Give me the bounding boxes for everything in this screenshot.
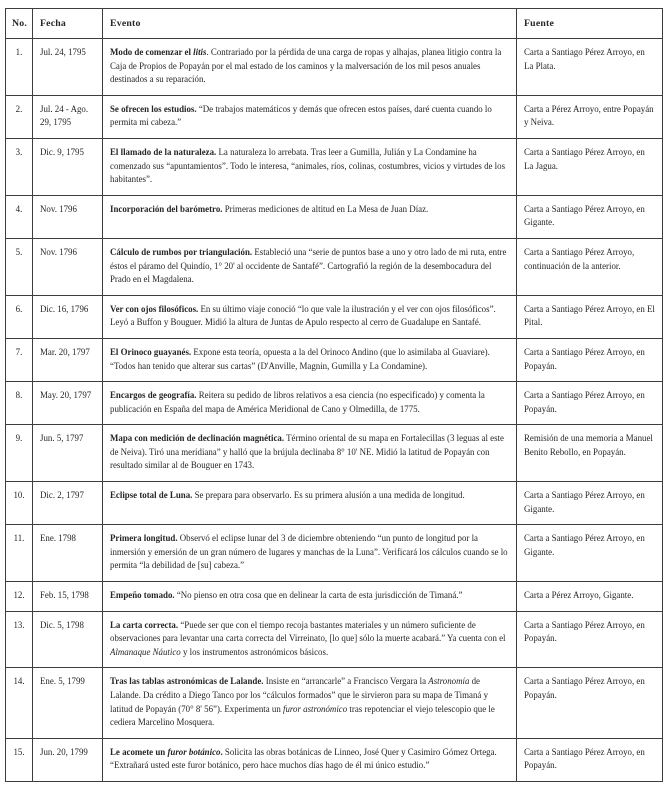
cell-no: 4. — [6, 195, 33, 238]
table-row — [6, 238, 663, 295]
col-header-evento: Evento — [103, 9, 517, 39]
cell-fecha: Dic. 9, 1795 — [33, 138, 103, 195]
table-row — [6, 668, 663, 738]
cell-no: 11. — [6, 525, 33, 582]
cell-fuente: Carta a Santiago Pérez Arroyo, en Popayán. — [517, 738, 663, 781]
table-row — [6, 738, 663, 781]
cell-fuente: Remisión de una memoria a Manuel Benito Rebollo, en Popayán. — [517, 425, 663, 482]
cell-evento: Incorporación del barómetro. Primeras mediciones de altitud en La Mesa de Juan Díaz. — [103, 195, 517, 238]
cell-fecha: Jul. 24, 1795 — [33, 39, 103, 96]
table-row — [6, 482, 663, 525]
col-header-fuente: Fuente — [517, 9, 663, 39]
col-header-no: No. — [6, 9, 33, 39]
cell-fecha: May. 20, 1797 — [33, 382, 103, 425]
cell-evento: Mapa con medición de declinación magnética. Término oriental de su mapa en Fortalecillas (3 leguas al este de Neiva). Tiró una meridiana” y halló que la brújula declinaba 8° 10' NE. Midió la latitud de Popayán con resultado similar al de Bouguer en 1743. — [103, 425, 517, 482]
col-header-fecha: Fecha — [33, 9, 103, 39]
table-row — [6, 95, 663, 138]
events-table — [5, 8, 663, 782]
cell-evento: Eclipse total de Luna. Se prepara para observarlo. Es su primera alusión a una medida de longitud. — [103, 482, 517, 525]
cell-fuente: Carta a Santiago Pérez Arroyo, en La Plata. — [517, 39, 663, 96]
cell-no: 5. — [6, 238, 33, 295]
cell-evento: Empeño tomado. “No pienso en otra cosa que en delinear la carta de esta jurisdicción de Timaná.” — [103, 582, 517, 612]
cell-no: 14. — [6, 668, 33, 738]
table-row — [6, 525, 663, 582]
cell-evento: Tras las tablas astronómicas de Lalande. Insiste en “arrancarle” a Francisco Vergara la Astronomía de Lalande. Da crédito a Diego Tanco por los “cálculos formados” que le sirvieron para su mapa de Timaná y latitud de Popayán (70° 8' 56”). Experimenta un furor astronómico tras repotenciar el viejo telescopio que le cediera Marcelino Mosquera. — [103, 668, 517, 738]
cell-fuente: Carta a Pérez Arroyo, Gigante. — [517, 582, 663, 612]
cell-fuente: Carta a Santiago Pérez Arroyo, en Popayán. — [517, 338, 663, 381]
cell-fuente: Carta a Santiago Pérez Arroyo, en Popayán. — [517, 668, 663, 738]
table-row — [6, 195, 663, 238]
cell-evento: El Orinoco guayanés. Expone esta teoría, opuesta a la del Orinoco Andino (que lo asimilaba al Guaviare). “Todos han tenido que alterar sus cartas” (D'Anville, Magnin, Gumilla y La Condamine). — [103, 338, 517, 381]
table-row — [6, 39, 663, 96]
cell-fecha: Feb. 15, 1798 — [33, 582, 103, 612]
cell-fuente: Carta a Santiago Pérez Arroyo, continuación de la anterior. — [517, 238, 663, 295]
cell-fecha: Ene. 5, 1799 — [33, 668, 103, 738]
cell-evento: Ver con ojos filosóficos. En su último viaje conoció “lo que vale la ilustración y el ver con ojos filosóficos”. Leyó a Buffon y Bouguer. Midió la altura de Juntas de Apulo respecto al cerro de Guadalupe en Santafé. — [103, 295, 517, 338]
cell-fuente: Carta a Pérez Arroyo, entre Popayán y Neiva. — [517, 95, 663, 138]
cell-fecha: Dic. 5, 1798 — [33, 611, 103, 668]
cell-fecha: Nov. 1796 — [33, 238, 103, 295]
cell-fecha: Nov. 1796 — [33, 195, 103, 238]
cell-evento: La carta correcta. “Puede ser que con el tiempo recoja bastantes materiales y un número suficiente de observaciones para levantar una carta correcta del Virreinato, [lo que] sólo la muerte acabará.” Ya cuenta con el Almanaque Náutico y los instrumentos astronómicos básicos. — [103, 611, 517, 668]
table-row — [6, 425, 663, 482]
cell-fuente: Carta a Santiago Pérez Arroyo, en Gigante. — [517, 482, 663, 525]
table-row — [6, 138, 663, 195]
cell-evento: Le acomete un furor botánico. Solicita las obras botánicas de Linneo, José Quer y Casimiro Gómez Ortega. “Extrañará usted este furor botánico, pero hace muchos días hago de él mi único estudio.” — [103, 738, 517, 781]
cell-no: 9. — [6, 425, 33, 482]
cell-fuente: Carta a Santiago Pérez Arroyo, en Gigante. — [517, 525, 663, 582]
cell-fuente: Carta a Santiago Pérez Arroyo, en Gigante. — [517, 195, 663, 238]
cell-fecha: Jun. 20, 1799 — [33, 738, 103, 781]
table-row — [6, 338, 663, 381]
cell-evento: Encargos de geografía. Reitera su pedido de libros relativos a esa ciencia (no especificado) y comenta la publicación en España del mapa de América Meridional de Cano y Olmedilla, de 1775. — [103, 382, 517, 425]
cell-no: 2. — [6, 95, 33, 138]
cell-evento: Se ofrecen los estudios. “De trabajos matemáticos y demás que ofrecen estos países, daré cuenta cuando lo permita mi cabeza.” — [103, 95, 517, 138]
table-row — [6, 582, 663, 612]
cell-fecha: Ene. 1798 — [33, 525, 103, 582]
cell-fecha: Jul. 24 - Ago. 29, 1795 — [33, 95, 103, 138]
cell-evento: El llamado de la naturaleza. La naturaleza lo arrebata. Tras leer a Gumilla, Julián y La Condamine ha comenzado sus “apuntamientos”. Todo le interesa, “animales, ríos, colinas, costumbres, vicios y virtudes de los habitantes”. — [103, 138, 517, 195]
cell-fecha: Jun. 5, 1797 — [33, 425, 103, 482]
cell-no: 8. — [6, 382, 33, 425]
header-row — [6, 9, 663, 39]
cell-fecha: Mar. 20, 1797 — [33, 338, 103, 381]
cell-no: 1. — [6, 39, 33, 96]
cell-fecha: Dic. 2, 1797 — [33, 482, 103, 525]
cell-no: 12. — [6, 582, 33, 612]
cell-no: 15. — [6, 738, 33, 781]
cell-fuente: Carta a Santiago Pérez Arroyo, en El Pital. — [517, 295, 663, 338]
table-row — [6, 295, 663, 338]
table-row — [6, 611, 663, 668]
cell-fuente: Carta a Santiago Pérez Arroyo, en Popayán. — [517, 611, 663, 668]
cell-no: 13. — [6, 611, 33, 668]
cell-no: 7. — [6, 338, 33, 381]
cell-no: 6. — [6, 295, 33, 338]
cell-fecha: Dic. 16, 1796 — [33, 295, 103, 338]
cell-evento: Primera longitud. Observó el eclipse lunar del 3 de diciembre obteniendo “un punto de longitud por la inmersión y emersión de un gran número de lugares y manchas de la Luna”. Verificará los cálculos cuando se lo permita “la debilidad de [su] cabeza.” — [103, 525, 517, 582]
cell-fuente: Carta a Santiago Pérez Arroyo, en Popayán. — [517, 382, 663, 425]
table-row — [6, 382, 663, 425]
cell-fuente: Carta a Santiago Pérez Arroyo, en La Jagua. — [517, 138, 663, 195]
cell-no: 3. — [6, 138, 33, 195]
cell-evento: Cálculo de rumbos por triangulación. Estableció una “serie de puntos base a uno y otro lado de mi ruta, entre éstos el páramo del Quindío, 1° 20' al occidente de Santafé”. Cartografió la región de la desembocadura del Prado en el Magdalena. — [103, 238, 517, 295]
cell-no: 10. — [6, 482, 33, 525]
cell-evento: Modo de comenzar el litis. Contrariado por la pérdida de una carga de ropas y alhajas, planea litigio contra la Caja de Propios de Popayán por el mal estado de los caminos y la malversación de los mil pesos anuales destinados a su reparación. — [103, 39, 517, 96]
